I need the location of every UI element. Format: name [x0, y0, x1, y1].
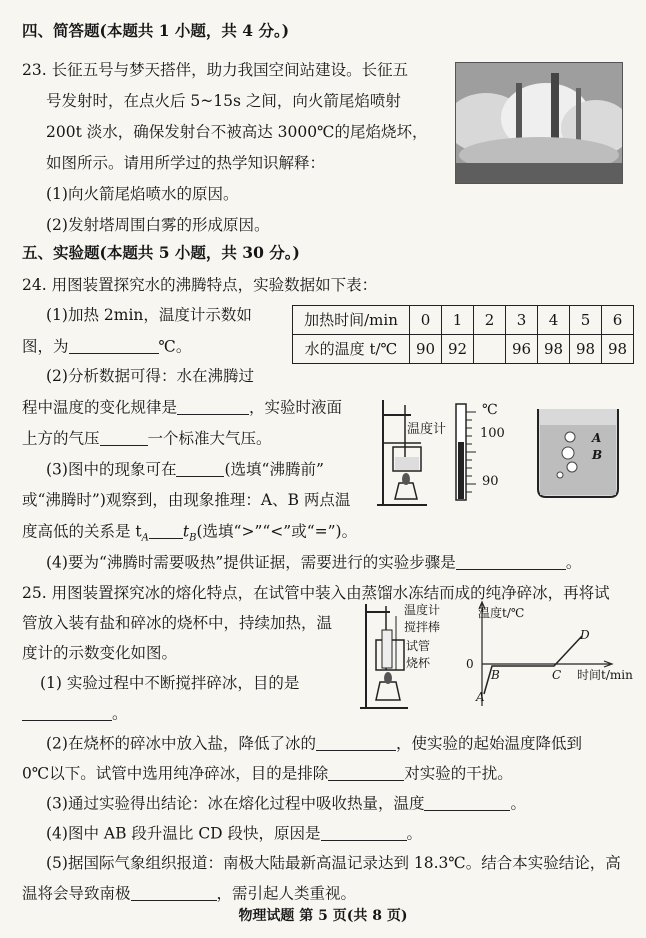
- q23-line4: 如图所示。请用所学过的热学知识解释：: [46, 154, 326, 172]
- answer-blank[interactable]: [131, 884, 217, 901]
- table-cell: 4: [538, 306, 570, 335]
- q25-s5a: (5)据国际气象组织报道：南极大陆最新高温记录达到 18.3℃。结合本实验结论，高: [46, 854, 621, 872]
- thermometer-scale: [452, 402, 480, 502]
- table-cell: 98: [570, 335, 602, 364]
- beaker-bubbles-diagram: [530, 405, 626, 501]
- tick-90: 90: [482, 474, 499, 489]
- boiling-apparatus-diagram: [375, 395, 431, 510]
- q25-line1: 25. 用图装置探究冰的熔化特点，在试管中装入由蒸馏水冻结而成的纯净碎冰，再将试: [22, 584, 610, 602]
- q24-s3a: (3)图中的现象可在 (选填“沸腾前”: [46, 460, 324, 479]
- table-cell: 1: [442, 306, 474, 335]
- q25-line3: 度计的示数变化如图。: [22, 644, 178, 662]
- graph-point-a: A: [476, 690, 485, 704]
- melting-apparatus-diagram: [360, 600, 408, 712]
- section-5-heading: 五、实验题(本题共 5 小题，共 30 分。): [22, 243, 300, 262]
- beaker-point-a: A: [592, 431, 602, 445]
- answer-blank[interactable]: [316, 734, 396, 751]
- q25-s4: (4)图中 AB 段升温比 CD 段快，原因是 。: [46, 824, 423, 843]
- table-cell[interactable]: [474, 335, 506, 364]
- table-cell: 96: [506, 335, 538, 364]
- q23-line3: 200t 淡水，确保发射台不被高达 3000℃的尾焰烧坏，: [46, 123, 428, 141]
- q25-s5b: 温将会导致南极 ，需引起人类重视。: [22, 884, 357, 903]
- q23-line2: 号发射时，在点火后 5~15s 之间，向火箭尾焰喷射: [46, 92, 401, 110]
- table-cell: 6: [602, 306, 634, 335]
- q24-s3c: 度高低的关系是 $t_A$ $t_B$(选填“>”“<”或“=”)。: [22, 522, 358, 544]
- thermometer-unit: ℃: [482, 402, 498, 418]
- q24-s4: (4)要为“沸腾时需要吸热”提供证据，需要进行的实验步骤是 。: [46, 553, 582, 572]
- q24-s1a: (1)加热 2min，温度计示数如: [46, 306, 252, 324]
- answer-blank[interactable]: [100, 429, 148, 446]
- table-cell: 98: [538, 335, 570, 364]
- table-cell: 5: [570, 306, 602, 335]
- table-cell: 2: [474, 306, 506, 335]
- answer-blank[interactable]: [328, 764, 404, 781]
- graph-point-b: B: [491, 668, 500, 682]
- graph-point-d: D: [580, 628, 590, 642]
- table-cell: 90: [410, 335, 442, 364]
- q25-s1-blank: 。: [22, 704, 128, 723]
- q24-s1b: 图，为 ℃。: [22, 337, 192, 356]
- label-stirrer: 搅拌棒: [404, 620, 441, 634]
- table-header: 水的温度 t/℃: [293, 335, 410, 364]
- graph-origin: 0: [466, 657, 474, 671]
- q24-s2a: (2)分析数据可得：水在沸腾过: [46, 367, 254, 385]
- q25-s2a: (2)在烧杯的碎冰中放入盐，降低了冰的 ，使实验的起始温度降低到: [46, 734, 582, 753]
- table-cell: 98: [602, 335, 634, 364]
- answer-blank[interactable]: [22, 704, 112, 721]
- q25-s2b: 0℃以下。试管中选用纯净碎冰，目的是排除 对实验的干扰。: [22, 764, 513, 783]
- rocket-launch-photo: [455, 62, 623, 184]
- q24-s2c: 上方的气压 一个标准大气压。: [22, 429, 272, 448]
- beaker-point-b: B: [592, 448, 603, 462]
- q23-sub1: (1)向火箭尾焰喷水的原因。: [46, 185, 239, 203]
- label-thermometer: 温度计: [404, 603, 441, 617]
- q23-sub2: (2)发射塔周围白雾的形成原因。: [46, 216, 270, 234]
- q24-s2b: 程中温度的变化规律是 ，实验时液面: [22, 398, 343, 417]
- q25-s1: (1) 实验过程中不断搅拌碎冰，目的是: [40, 674, 300, 692]
- answer-blank[interactable]: [456, 553, 566, 570]
- graph-point-c: C: [552, 668, 562, 682]
- graph-x-label: 时间t/min: [577, 668, 633, 682]
- graph-y-label: 温度t/℃: [478, 606, 525, 620]
- table-cell: 92: [442, 335, 474, 364]
- answer-blank[interactable]: [321, 824, 407, 841]
- q25-s3: (3)通过实验得出结论：冰在熔化过程中吸收热量，温度 。: [46, 794, 526, 813]
- label-beaker: 烧杯: [406, 656, 431, 670]
- section-4-heading: 四、简答题(本题共 1 小题，共 4 分。): [22, 21, 290, 40]
- answer-blank[interactable]: [424, 794, 510, 811]
- answer-blank[interactable]: [176, 460, 224, 477]
- thermometer-label: 温度计: [407, 422, 447, 437]
- q25-line2: 管放入装有盐和碎冰的烧杯中，持续加热，温: [22, 614, 333, 632]
- q24-s3b: 或“沸腾时”)观察到，由现象推理：A、B 两点温: [22, 491, 351, 509]
- tick-100: 100: [480, 426, 505, 441]
- q23-line1: 23. 长征五号与梦天搭伴，助力我国空间站建设。长征五: [22, 61, 409, 79]
- table-cell: 0: [410, 306, 442, 335]
- q24-intro: 24. 用图装置探究水的沸腾特点，实验数据如下表：: [22, 276, 378, 294]
- page-footer: 物理试题 第 5 页(共 8 页): [238, 908, 408, 924]
- answer-blank[interactable]: [149, 522, 183, 539]
- answer-blank[interactable]: [177, 398, 249, 415]
- boiling-data-table: [292, 305, 634, 364]
- label-test-tube: 试管: [406, 639, 431, 653]
- table-row: [293, 335, 634, 364]
- table-header: 加热时间/min: [293, 306, 410, 335]
- answer-blank[interactable]: [69, 337, 159, 354]
- table-cell: 3: [506, 306, 538, 335]
- table-row: [293, 306, 634, 335]
